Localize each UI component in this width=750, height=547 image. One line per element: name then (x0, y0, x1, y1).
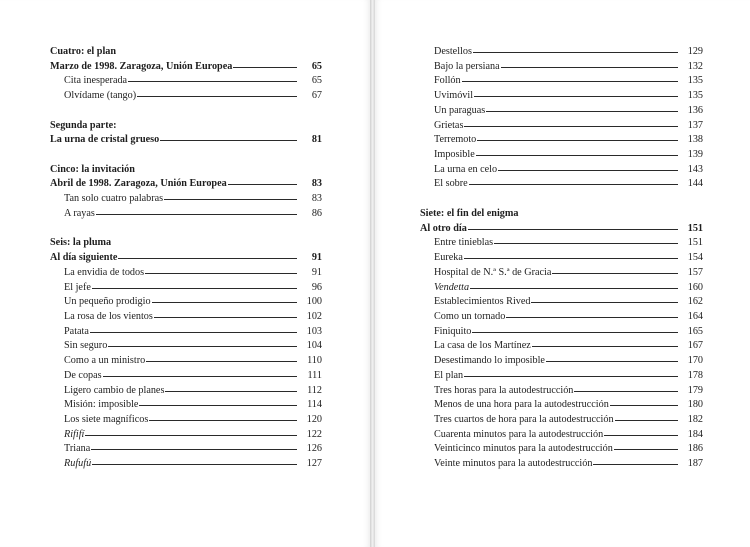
toc-heading-text: Cinco: la invitación (50, 163, 135, 175)
right-page (375, 0, 750, 547)
toc-entry (50, 60, 322, 75)
toc-entry-title: Desestimando lo imposible (434, 355, 545, 367)
toc-entry-title: Veinticinco minutos para la autodestrucción (434, 443, 613, 455)
toc-entry-title: Patata (64, 325, 89, 337)
toc-entry (50, 339, 322, 354)
toc-page-number: 91 (311, 252, 322, 264)
toc-section-heading (420, 207, 703, 222)
toc-entry-title: Finiquito (434, 325, 472, 337)
toc-leader-line (604, 435, 678, 436)
toc-leader-line (137, 96, 297, 97)
toc-entry (50, 442, 322, 457)
toc-page-number: 138 (687, 134, 703, 146)
toc-entry-title: Vendetta (434, 281, 470, 293)
toc-leader-line (531, 302, 678, 303)
toc-leader-line (474, 96, 678, 97)
toc-leader-line (615, 420, 678, 421)
toc-entry-title: La envidia de todos (64, 266, 145, 278)
toc-page-number: 102 (306, 310, 322, 322)
toc-spacer (420, 192, 703, 207)
toc-entry-title: Terremoto (434, 134, 477, 146)
toc-leader-line (464, 258, 678, 259)
toc-page-number: 104 (306, 340, 322, 352)
toc-page-number: 127 (306, 458, 322, 470)
toc-leader-line (164, 199, 297, 200)
toc-entry-title: De copas (64, 369, 102, 381)
toc-heading-text: Cuatro: el plan (50, 46, 117, 57)
toc-page-number: 180 (687, 399, 703, 411)
toc-entry-title: Marzo de 1998. Zaragoza, Unión Europea (50, 60, 233, 72)
toc-entry (50, 457, 322, 472)
toc-leader-line (498, 170, 678, 171)
toc-entry (420, 89, 703, 104)
toc-page-number: 114 (307, 399, 322, 411)
toc-entry (50, 295, 322, 310)
toc-leader-line (614, 449, 678, 450)
toc-leader-line (146, 361, 297, 362)
toc-leader-line (145, 273, 297, 274)
toc-leader-line (154, 317, 297, 318)
toc-leader-line (501, 67, 678, 68)
toc-entry-title: El plan (434, 369, 464, 381)
toc-page-number: 144 (687, 178, 703, 190)
toc-heading-text: Segunda parte: (50, 119, 117, 131)
toc-entry (420, 133, 703, 148)
toc-leader-line (593, 464, 678, 465)
toc-entry-title: Ligero cambio de planes (64, 384, 165, 396)
toc-entry (420, 177, 703, 192)
toc-entry-title: Cuarenta minutos para la autodestrucción (434, 428, 604, 440)
toc-entry (420, 163, 703, 178)
toc-entry-title: Imposible (434, 149, 475, 161)
toc-entry-title: Triana (64, 443, 91, 455)
toc-page-number: 184 (687, 428, 703, 440)
toc-spacer (50, 148, 322, 163)
toc-entry-title: Rififí (64, 428, 85, 440)
toc-entry-title: Misión: imposible (64, 399, 139, 411)
toc-entry (50, 310, 322, 325)
toc-entry (420, 457, 703, 472)
toc-section-heading (50, 236, 322, 251)
toc-leader-line (468, 229, 678, 230)
toc-entry (420, 251, 703, 266)
toc-leader-line (472, 332, 678, 333)
toc-leader-line (494, 243, 678, 244)
toc-entry-title: Follón (434, 75, 461, 87)
toc-page-number: 126 (306, 443, 322, 455)
toc-page-number: 83 (311, 178, 322, 190)
table-of-contents-left (50, 45, 322, 472)
toc-heading-text: Siete: el fin del enigma (420, 207, 519, 219)
toc-page-number: 103 (306, 325, 322, 337)
toc-page-number: 165 (687, 325, 703, 337)
toc-entry-title: Los siete magníficos (64, 413, 149, 425)
toc-page-number: 120 (306, 413, 322, 425)
toc-leader-line (486, 111, 678, 112)
toc-entry-title: Rufufú (64, 458, 92, 470)
toc-leader-line (473, 52, 678, 53)
toc-entry (50, 369, 322, 384)
toc-page-number: 135 (687, 90, 703, 102)
toc-leader-line (108, 346, 297, 347)
toc-entry (420, 413, 703, 428)
toc-leader-line (477, 140, 678, 141)
toc-entry (50, 89, 322, 104)
toc-page-number: 110 (307, 355, 322, 367)
toc-entry-title: Establecimientos Rived (434, 296, 531, 308)
toc-entry-title: Un pequeño prodigio (64, 296, 151, 308)
toc-page-number: 187 (687, 458, 703, 470)
toc-entry (50, 192, 322, 207)
toc-page-number: 160 (687, 281, 703, 293)
left-page (0, 0, 370, 547)
toc-entry-title: La casa de los Martínez (434, 340, 531, 352)
toc-entry-title: Al día siguiente (50, 252, 118, 264)
toc-page-number: 111 (307, 369, 322, 381)
toc-entry (420, 295, 703, 310)
toc-entry-title: Menos de una hora para la autodestrucción (434, 399, 609, 411)
toc-leader-line (574, 391, 678, 392)
toc-page-number: 137 (687, 119, 703, 131)
toc-entry-title: Cita inesperada (64, 75, 128, 87)
toc-entry (50, 266, 322, 281)
toc-entry (50, 325, 322, 340)
toc-page-number: 143 (687, 163, 703, 175)
toc-entry-title: La urna en celo (434, 163, 498, 175)
toc-leader-line (228, 184, 297, 185)
toc-entry (50, 133, 322, 148)
toc-entry (420, 339, 703, 354)
toc-page-number: 182 (687, 413, 703, 425)
toc-entry-title: A rayas (64, 207, 95, 219)
toc-leader-line (610, 405, 678, 406)
toc-entry-title: Uvimóvil (434, 90, 474, 102)
toc-leader-line (90, 332, 297, 333)
toc-entry (420, 222, 703, 237)
toc-leader-line (476, 155, 678, 156)
toc-leader-line (506, 317, 678, 318)
toc-page-number: 139 (687, 149, 703, 161)
toc-leader-line (92, 464, 297, 465)
toc-leader-line (532, 346, 678, 347)
toc-entry (420, 60, 703, 75)
toc-entry (420, 442, 703, 457)
toc-entry (420, 74, 703, 89)
toc-leader-line (462, 81, 678, 82)
toc-entry (50, 74, 322, 89)
toc-entry (420, 369, 703, 384)
toc-page-number: 157 (687, 266, 703, 278)
toc-entry-title: Entre tinieblas (434, 237, 494, 249)
toc-page-number: 170 (687, 355, 703, 367)
toc-entry (420, 236, 703, 251)
toc-entry (420, 384, 703, 399)
toc-leader-line (233, 67, 297, 68)
toc-page-number: 67 (311, 90, 322, 102)
toc-entry (50, 384, 322, 399)
toc-page-number: 81 (311, 134, 322, 146)
toc-entry (50, 398, 322, 413)
toc-leader-line (469, 184, 678, 185)
toc-entry-title: Eureka (434, 252, 463, 264)
toc-entry (420, 148, 703, 163)
toc-page-number: 65 (311, 75, 322, 87)
toc-spacer (50, 104, 322, 119)
toc-entry-title: Bajo la persiana (434, 60, 500, 72)
toc-section-heading (50, 45, 322, 60)
toc-entry-title: Olvídame (tango) (64, 90, 137, 102)
toc-leader-line (91, 449, 297, 450)
toc-page-number: 83 (311, 193, 322, 205)
toc-entry (50, 428, 322, 443)
toc-entry-title: Como un tornado (434, 310, 506, 322)
toc-page-number: 154 (687, 252, 703, 264)
toc-leader-line (464, 376, 678, 377)
toc-page-number: 100 (306, 296, 322, 308)
toc-page-number: 91 (311, 266, 322, 278)
toc-entry-title: Un paraguas (434, 104, 486, 116)
toc-leader-line (118, 258, 297, 259)
toc-entry (420, 325, 703, 340)
toc-leader-line (103, 376, 297, 377)
toc-page-number: 186 (687, 443, 703, 455)
toc-page-number: 178 (687, 369, 703, 381)
toc-leader-line (128, 81, 297, 82)
toc-entry (50, 281, 322, 296)
toc-page-number: 167 (687, 340, 703, 352)
toc-entry-title: El sobre (434, 178, 468, 190)
toc-entry (420, 354, 703, 369)
toc-leader-line (464, 126, 678, 127)
toc-leader-line (546, 361, 678, 362)
toc-entry-title: Tres cuartos de hora para la autodestrucción (434, 413, 614, 425)
toc-entry (420, 119, 703, 134)
toc-entry (50, 413, 322, 428)
toc-page-number: 132 (687, 60, 703, 72)
toc-entry-title: Al otro día (420, 222, 467, 234)
toc-section-heading (50, 119, 322, 134)
toc-entry (420, 266, 703, 281)
toc-leader-line (92, 288, 297, 289)
toc-entry (50, 354, 322, 369)
toc-entry (420, 310, 703, 325)
toc-page-number: 151 (687, 222, 703, 234)
toc-entry (50, 177, 322, 192)
toc-entry-title: El jefe (64, 281, 91, 293)
toc-entry (50, 207, 322, 222)
toc-entry-title: Grietas (434, 119, 464, 131)
toc-entry-title: Tres horas para la autodestrucción (434, 384, 574, 396)
toc-page-number: 65 (311, 60, 322, 72)
toc-entry (420, 281, 703, 296)
toc-entry-title: Sin seguro (64, 340, 108, 352)
toc-entry (420, 45, 703, 60)
toc-entry-title: Destellos (434, 46, 472, 57)
toc-entry (420, 104, 703, 119)
toc-page-number: 129 (687, 46, 703, 57)
table-of-contents-right (420, 45, 703, 472)
toc-entry (420, 398, 703, 413)
toc-leader-line (149, 420, 297, 421)
toc-page-number: 162 (687, 296, 703, 308)
toc-page-number: 164 (687, 310, 703, 322)
toc-page-number: 122 (306, 428, 322, 440)
toc-entry-title: Tan solo cuatro palabras (64, 193, 164, 205)
toc-spacer (50, 222, 322, 237)
toc-section-heading (50, 163, 322, 178)
toc-page-number: 179 (687, 384, 703, 396)
toc-page-number: 86 (311, 207, 322, 219)
toc-heading-text: Seis: la pluma (50, 237, 112, 249)
toc-page-number: 96 (311, 281, 322, 293)
toc-entry (50, 251, 322, 266)
toc-leader-line (85, 435, 297, 436)
toc-leader-line (96, 214, 297, 215)
toc-entry-title: Como a un ministro (64, 355, 146, 367)
toc-page-number: 151 (687, 237, 703, 249)
toc-leader-line (160, 140, 297, 141)
toc-entry (420, 428, 703, 443)
toc-page-number: 136 (687, 104, 703, 116)
toc-entry-title: Veinte minutos para la autodestrucción (434, 458, 593, 470)
toc-leader-line (552, 273, 678, 274)
toc-entry-title: Hospital de N.ª S.ª de Gracia (434, 266, 552, 278)
toc-leader-line (139, 405, 297, 406)
toc-page-number: 112 (307, 384, 322, 396)
toc-leader-line (470, 288, 678, 289)
toc-leader-line (152, 302, 297, 303)
toc-entry-title: Abril de 1998. Zaragoza, Unión Europea (50, 178, 227, 190)
toc-leader-line (165, 391, 297, 392)
toc-entry-title: La urna de cristal grueso (50, 134, 160, 146)
toc-page-number: 135 (687, 75, 703, 87)
toc-entry-title: La rosa de los vientos (64, 310, 153, 322)
